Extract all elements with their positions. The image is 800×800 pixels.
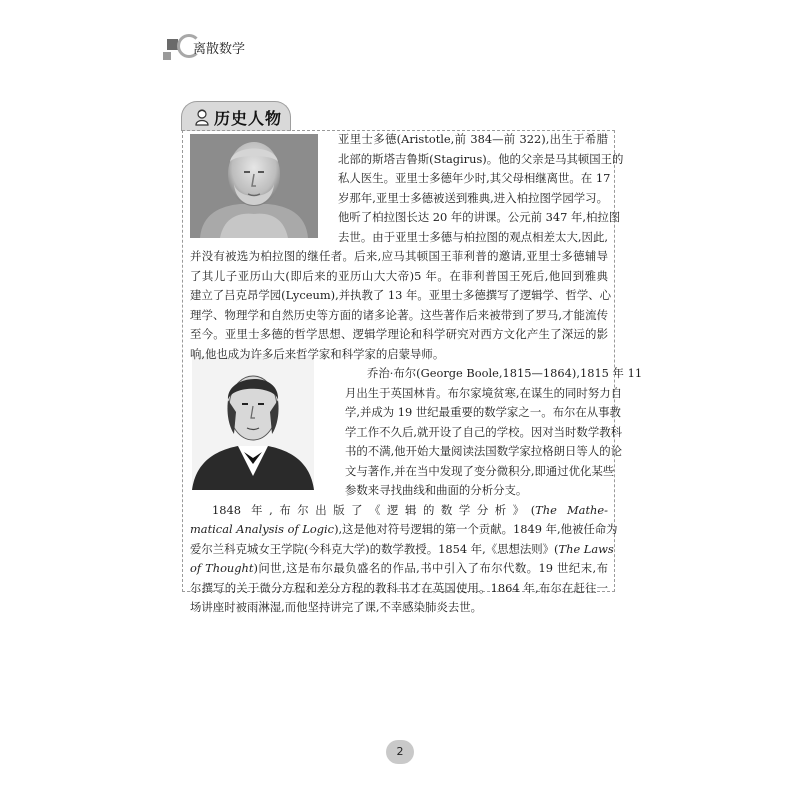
text-line xyxy=(190,364,643,384)
section-tab xyxy=(181,101,291,131)
text-line: 岁那年,亚里士多德被送到雅典,进入柏拉图学园学习。 xyxy=(338,190,608,205)
header-mark-small-icon xyxy=(163,52,171,60)
text-line: 他听了柏拉图长达 20 年的讲课。公元前 347 年,柏拉图 xyxy=(338,210,621,224)
text-line: 去世。由于亚里士多德与柏拉图的观点相差太大,因此, xyxy=(338,229,608,244)
text-line: 文与著作,并在当中发现了变分微积分,即通过优化某些 xyxy=(345,463,615,478)
text-span-italic: matical Analysis of Logic xyxy=(190,522,335,536)
text-line xyxy=(190,520,618,540)
text-line: 响,他也成为许多后来哲学家和科学家的启蒙导师。 xyxy=(190,346,445,361)
text-line: 亚里士多德(Aristotle,前 384—前 322),出生于希腊 xyxy=(338,132,608,146)
text-line: 月出生于英国林肯。布尔家境贫寒,在谋生的同时努力自 xyxy=(345,385,622,400)
text-line: 场讲座时被雨淋湿,而他坚持讲完了课,不幸感染肺炎去世。 xyxy=(190,600,483,614)
person-bust-icon xyxy=(194,108,210,126)
biography-text xyxy=(190,130,643,618)
text-line: 参数来寻找曲线和曲面的分析分支。 xyxy=(345,483,528,497)
text-line xyxy=(190,540,614,560)
text-span-italic: The Laws xyxy=(558,541,614,556)
text-line: 尔撰写的关于微分方程和差分方程的教科书才在英国使用。1864 年,布尔在赶往一 xyxy=(190,580,608,595)
text-span: ),这是他对符号逻辑的第一个贡献。1849 年,他被任命为 xyxy=(334,522,618,536)
text-line: 学工作不久后,就开设了自己的学校。因对当时数学教科 xyxy=(345,424,622,439)
text-line: 学,并成为 19 世纪最重要的数学家之一。布尔在从事教 xyxy=(345,405,621,419)
text-line: 私人医生。亚里士多德年少时,其父母相继离世。在 17 xyxy=(338,171,611,185)
text-span: )问世,这是布尔最负盛名的作品,书中引入了布尔代数。19 世纪末,布 xyxy=(253,561,608,575)
text-line: 至今。亚里士多德的哲学思想、逻辑学理论和科学研究对西方文化产生了深远的影 xyxy=(190,327,608,341)
text-line xyxy=(190,559,608,579)
text-line: 建立了吕克昂学园(Lyceum),并执教了 13 年。亚里士多德撰写了逻辑学、哲学、心 xyxy=(190,288,612,302)
text-line: 书的不满,他开始大量阅读法国数学家拉格朗日等人的论 xyxy=(345,444,622,458)
text-line: 了其儿子亚历山大(即后来的亚历山大大帝)5 年。在菲利普国王死后,他回到雅典 xyxy=(190,268,608,283)
running-header xyxy=(163,32,303,68)
text-span-italic: The Mathe- xyxy=(535,502,608,517)
running-header-title: 离散数学 xyxy=(193,42,246,57)
text-span: 爱尔兰科克城女王学院(今科克大学)的数学教授。1854 年,《思想法则》( xyxy=(190,541,559,556)
page-number: 2 xyxy=(386,740,414,764)
text-span-italic: of Thought xyxy=(190,561,254,575)
text-line xyxy=(190,501,608,521)
text-line: 理学、物理学和自然历史等方面的诸多论著。这些著作后来被带到了罗马,才能流传 xyxy=(190,307,608,322)
section-title: 历史人物 xyxy=(214,109,283,128)
text-line: 北部的斯塔吉鲁斯(Stagirus)。他的父亲是马其顿国王的 xyxy=(338,151,624,166)
text-span: 1848 年,布尔出版了《逻辑的数学分析》( xyxy=(212,502,536,517)
text-line: 并没有被选为柏拉图的继任者。后来,应马其顿国王菲利普的邀请,亚里士多德辅导 xyxy=(190,249,608,263)
text-span: 乔治·布尔(George Boole,1815—1864),1815 年 11 xyxy=(367,366,643,380)
